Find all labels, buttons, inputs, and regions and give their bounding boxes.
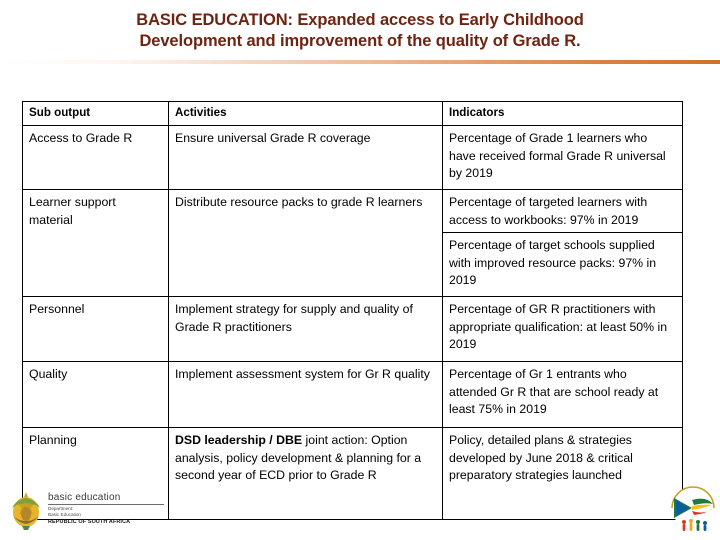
table-row xyxy=(23,297,683,362)
cell-sub-output: Planning xyxy=(23,428,169,520)
cell-indicator: Policy, detailed plans & strategies developed by June 2018 & critical preparatory strategies launched xyxy=(443,428,683,520)
cell-indicator: Percentage of Grade 1 learners who have received formal Grade R universal by 2019 xyxy=(443,126,683,190)
column-header-sub-output: Sub output xyxy=(23,102,169,126)
column-header-indicators: Indicators xyxy=(443,102,683,126)
cell-sub-output: Personnel xyxy=(23,297,169,362)
dbe-logo xyxy=(4,488,184,536)
south-africa-coat-of-arms-icon xyxy=(6,490,46,532)
dbe-logo-title: basic education xyxy=(48,492,164,505)
national-emblem-icon xyxy=(668,484,718,536)
cell-indicator: Percentage of target schools supplied with improved resource packs: 97% in 2019 xyxy=(443,233,683,297)
cell-activity: Ensure universal Grade R coverage xyxy=(169,126,443,190)
cell-indicator: Percentage of Gr 1 entrants who attended Gr R that are school ready at least 75% in 2019 xyxy=(443,362,683,428)
table-row xyxy=(23,362,683,428)
cell-activity: Implement assessment system for Gr R quality xyxy=(169,362,443,428)
cell-indicator: Percentage of GR R practitioners with appropriate qualification: at least 50% in 2019 xyxy=(443,297,683,362)
dbe-logo-text xyxy=(48,492,178,525)
cell-activity: Implement strategy for supply and quality of Grade R practitioners xyxy=(169,297,443,362)
title-divider-rule xyxy=(0,60,720,64)
page-title-line-2: Development and improvement of the quality of Grade R. xyxy=(139,32,581,50)
dbe-logo-country: REPUBLIC OF SOUTH AFRICA xyxy=(48,518,131,525)
cell-activity-text: joint action: Option analysis, policy development & planning for a second year of ECD prior to Grade R xyxy=(175,433,422,482)
outputs-table xyxy=(22,101,683,520)
cell-sub-output: Quality xyxy=(23,362,169,428)
page-title xyxy=(0,10,720,52)
cell-activity: Distribute resource packs to grade R learners xyxy=(169,190,443,297)
cell-activity xyxy=(169,428,443,520)
dbe-logo-dept-2: Basic Education xyxy=(48,512,81,518)
cell-indicator: Percentage of targeted learners with access to workbooks: 97% in 2019 xyxy=(443,190,683,233)
column-header-activities: Activities xyxy=(169,102,443,126)
table-row xyxy=(23,126,683,190)
table-row xyxy=(23,190,683,233)
cell-sub-output: Learner support material xyxy=(23,190,169,297)
cell-activity-emphasis: DSD leadership / DBE xyxy=(175,433,303,447)
cell-sub-output: Access to Grade R xyxy=(23,126,169,190)
table-header-row xyxy=(23,102,683,126)
dbe-logo-dept-1: Department: xyxy=(48,506,74,511)
page-title-line-1: BASIC EDUCATION: Expanded access to Early Childhood xyxy=(136,11,584,29)
